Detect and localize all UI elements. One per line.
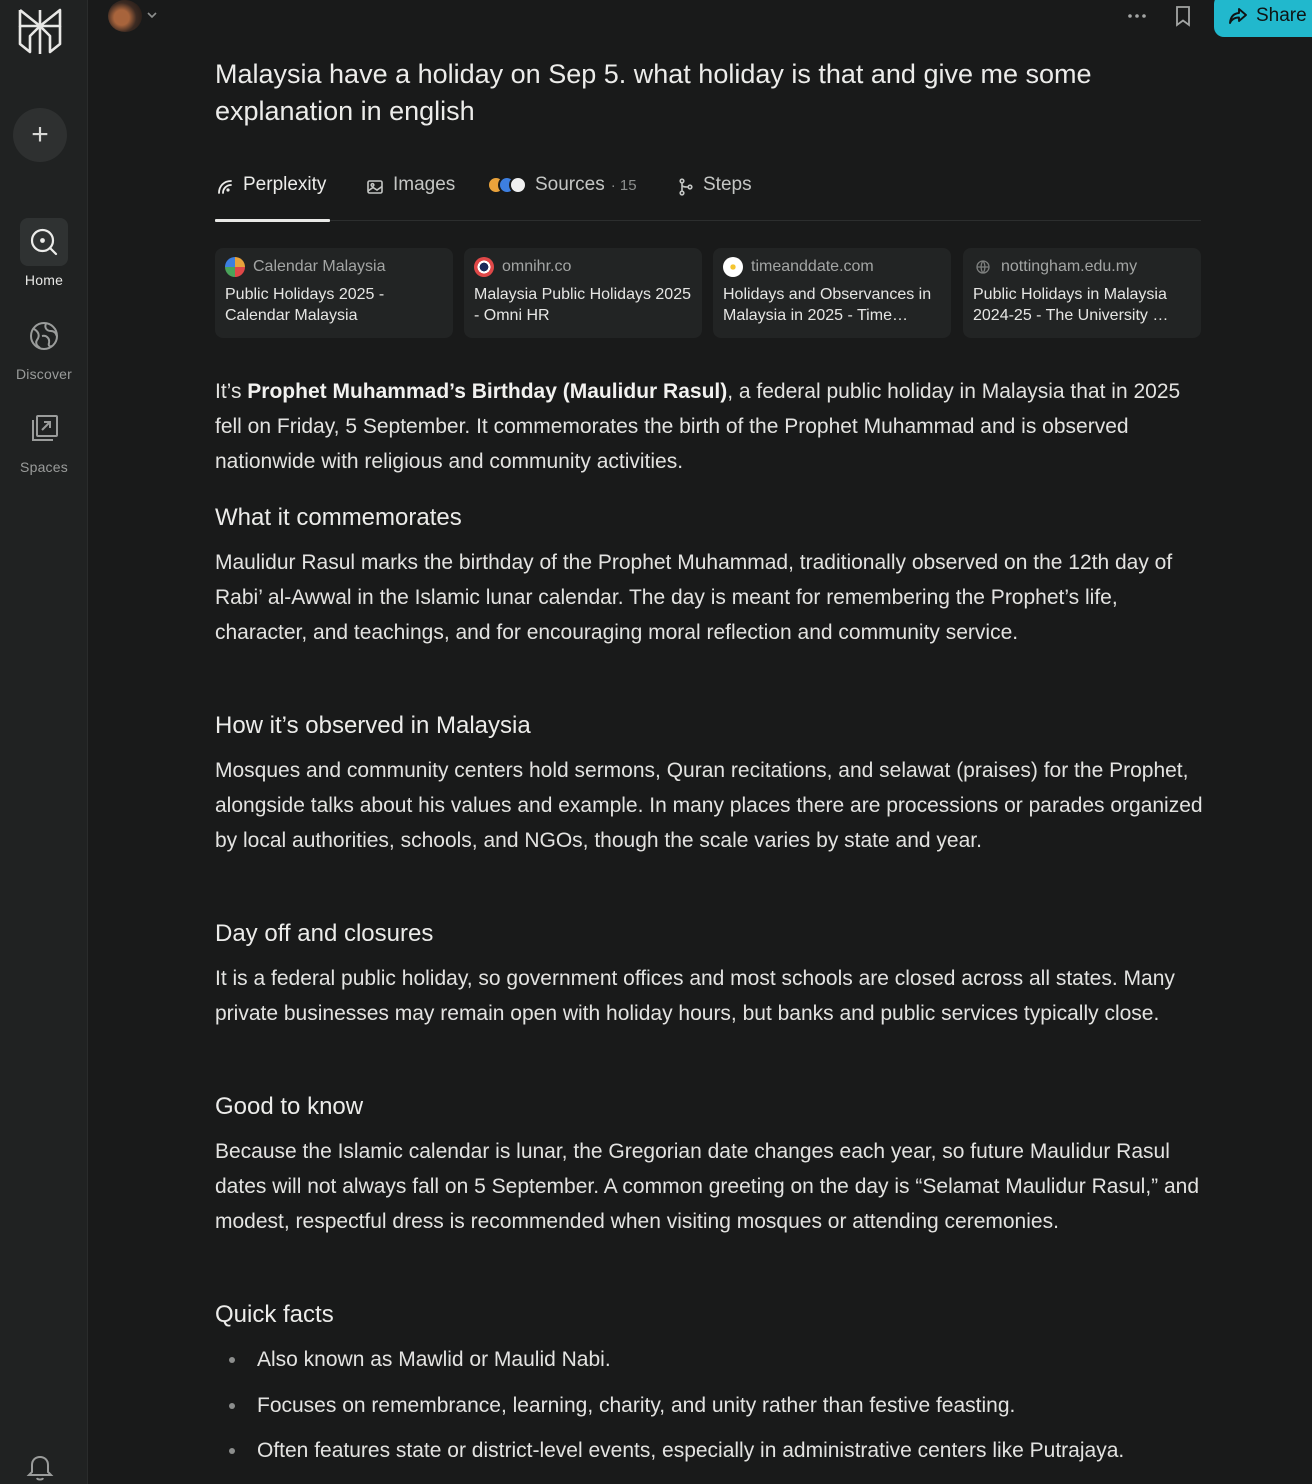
source-title: Public Holidays 2025 - Calendar Malaysia: [225, 286, 385, 324]
section-heading: What it commemorates: [215, 504, 462, 531]
tab-images[interactable]: [365, 168, 455, 221]
avatar[interactable]: [108, 0, 142, 32]
source-cards: [215, 248, 1201, 338]
source-domain: timeanddate.com: [751, 258, 874, 275]
plus-icon: +: [31, 118, 49, 151]
tab-label: Steps: [703, 174, 752, 195]
page-title: Malaysia have a holiday on Sep 5. what holiday is that and give me some explanation in english: [215, 59, 1092, 126]
quick-facts: [215, 1299, 1205, 1479]
notification-bell-icon[interactable]: [26, 1452, 54, 1482]
perplexity-logo-icon[interactable]: [16, 6, 64, 58]
answer-section: [215, 710, 1205, 858]
section-heading: Day off and closures: [215, 920, 434, 947]
sidebar-item-discover[interactable]: [0, 312, 88, 382]
share-label: Share: [1256, 4, 1307, 26]
section-heading: Quick facts: [215, 1301, 334, 1328]
facts-list: [215, 1342, 1205, 1468]
globe-icon: [28, 320, 60, 352]
sidebar-item-label: Spaces: [20, 459, 68, 475]
image-icon: [365, 177, 385, 197]
bookmark-icon[interactable]: [1172, 4, 1194, 28]
answer-intro: It’s Prophet Muhammad’s Birthday (Maulidur Rasul), a federal public holiday in Malaysia that in 2025 fell on Friday, 5 September. It commemorates the birth of the Prophet Muhammad and is observed nationwide with religious and community activities.: [215, 380, 1181, 473]
tab-perplexity[interactable]: [215, 168, 326, 221]
section-body: Maulidur Rasul marks the birthday of the Prophet Muhammad, traditionally observed on the 12th day of Rabi’ al-Awwal in the Islamic lunar calendar. The day is meant for remembering the Prophet’s life, character, and teachings, and for encouraging moral reflection and community service.: [215, 551, 1173, 644]
share-icon: [1228, 6, 1248, 26]
more-options-icon[interactable]: [1124, 6, 1150, 26]
source-title: Holidays and Observances in Malaysia in 2025 - Time…: [723, 286, 932, 324]
tab-label: Perplexity: [243, 174, 327, 195]
source-domain: nottingham.edu.my: [1001, 258, 1138, 275]
answer-section: [215, 918, 1205, 1031]
chevron-down-icon[interactable]: [146, 9, 158, 21]
sidebar-item-home[interactable]: [0, 218, 88, 288]
new-thread-button[interactable]: [13, 108, 67, 162]
holiday-name: Prophet Muhammad’s Birthday (Maulidur Rasul): [247, 380, 728, 403]
source-domain: omnihr.co: [502, 258, 572, 275]
omnihr-favicon-icon: [474, 257, 494, 277]
sources-favicon-stack: [487, 176, 527, 194]
section-body: It is a federal public holiday, so government offices and most schools are closed across all states. Many private businesses may remain open with holiday hours, but banks and public services typically close.: [215, 967, 1175, 1025]
source-card[interactable]: [963, 248, 1201, 338]
list-item: Focuses on remembrance, learning, charity, and unity rather than festive feasting.: [215, 1388, 1205, 1423]
source-card[interactable]: [464, 248, 702, 338]
steps-icon: [677, 177, 695, 197]
section-heading: How it’s observed in Malaysia: [215, 712, 531, 739]
tab-label: Sources: [535, 174, 605, 195]
answer-section: [215, 502, 1205, 650]
tab-steps[interactable]: [677, 168, 752, 221]
sources-count: · 15: [610, 177, 637, 194]
tab-sources[interactable]: [487, 168, 637, 221]
answer-tabs: [215, 168, 1201, 221]
section-body: Because the Islamic calendar is lunar, the Gregorian date changes each year, so future Maulidur Rasul dates will not always fall on 5 September. A common greeting on the day is “Selamat Maulidur Rasul,” and modest, respectful dress is recommended when visiting mosques or attending ceremonies.: [215, 1140, 1200, 1233]
section-heading: Good to know: [215, 1093, 364, 1120]
list-item: Also known as Mawlid or Maulid Nabi.: [215, 1342, 1205, 1377]
timeanddate-favicon-icon: [723, 257, 743, 277]
sidebar-item-label: Discover: [15, 366, 73, 382]
sidebar-item-spaces[interactable]: [0, 405, 88, 475]
source-card[interactable]: [215, 248, 453, 338]
sidebar: [0, 0, 88, 1484]
share-button[interactable]: [1214, 0, 1312, 37]
tab-label: Images: [393, 174, 456, 195]
globe-favicon-icon: [973, 257, 993, 277]
home-search-icon: [29, 227, 59, 257]
source-domain: Calendar Malaysia: [253, 258, 386, 275]
answer-section: [215, 1091, 1205, 1239]
source-title: Malaysia Public Holidays 2025 - Omni HR: [474, 286, 691, 324]
spaces-icon: [28, 413, 60, 445]
calendar-favicon-icon: [225, 257, 245, 277]
source-title: Public Holidays in Malaysia 2024-25 - The University …: [973, 286, 1169, 324]
sidebar-item-label: Home: [24, 272, 64, 288]
perplexity-icon: [215, 177, 235, 197]
source-card[interactable]: [713, 248, 951, 338]
list-item: Often features state or district-level events, especially in administrative centers like Putrajaya.: [215, 1433, 1205, 1468]
section-body: Mosques and community centers hold sermons, Quran recitations, and selawat (praises) for the Prophet, alongside talks about his values and example. In many places there are processions or parades organized by local authorities, schools, and NGOs, though the scale varies by state and year.: [215, 759, 1203, 852]
